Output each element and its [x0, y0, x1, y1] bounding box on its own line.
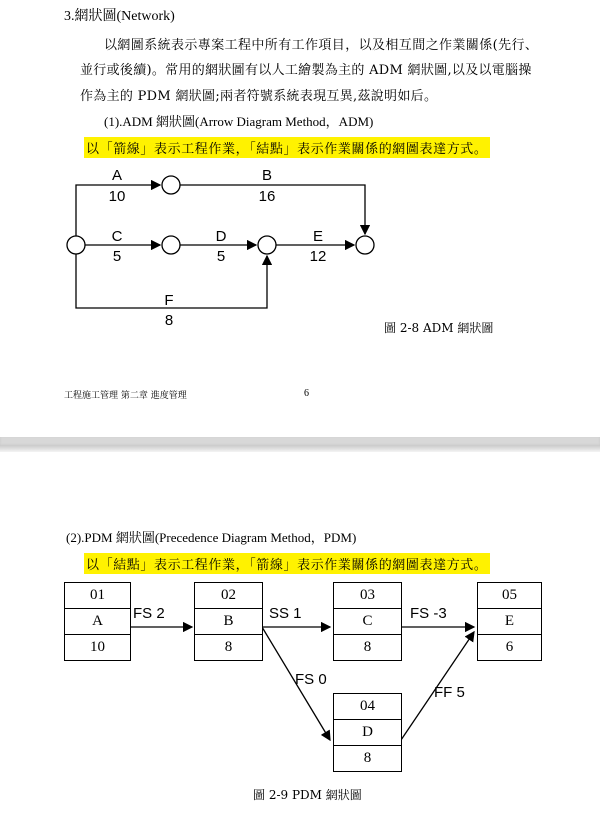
adm-duration-e: 12 [309, 248, 327, 265]
page-number: 6 [304, 388, 309, 399]
adm-duration-d: 5 [216, 248, 226, 265]
section-title: 3.網狀圖(Network) [64, 9, 175, 24]
pdm-figure-caption: 圖 2-9 PDM 網狀圖 [253, 788, 362, 802]
adm-label-e: E [312, 228, 324, 245]
adm-figure-caption: 圖 2-8 ADM 網狀圖 [384, 321, 494, 335]
adm-node-1 [67, 236, 85, 254]
adm-subtitle: (1).ADM 網狀圖(Arrow Diagram Method，ADM) [104, 114, 374, 129]
paragraph-line-1: 以網圖系統表示專案工程中所有工作項目，以及相互間之作業關係(先行、 [104, 38, 539, 53]
adm-node-5 [356, 236, 374, 254]
pdm-node-name: A [65, 609, 130, 635]
adm-label-a: A [111, 167, 123, 184]
pdm-highlight-definition: 以「結點」表示工程作業，「箭線」表示作業關係的網圖表達方式。 [84, 553, 490, 574]
pdm-link-label-ff5: FF 5 [434, 684, 465, 701]
pdm-node-name: D [334, 720, 401, 746]
adm-node-4 [258, 236, 276, 254]
pdm-node-name: C [334, 609, 401, 635]
pdm-link-label-fs2: FS 2 [133, 605, 165, 622]
pdm-node-05 [477, 582, 542, 661]
pdm-node-01 [64, 582, 131, 661]
page-footer: 工程施工管理 第二章 進度管理 [64, 391, 187, 401]
adm-label-d: D [215, 228, 227, 245]
page-separator [0, 437, 600, 446]
adm-duration-a: 10 [108, 188, 126, 205]
paragraph-line-3: 作為主的 PDM 網狀圖;兩者符號系統表現互異,茲說明如后。 [80, 89, 438, 104]
pdm-node-03 [333, 582, 402, 661]
paragraph-line-2: 並行或後續)。常用的網狀圖有以人工繪製為主的 ADM 網狀圖,以及以電腦操 [80, 63, 532, 78]
pdm-node-name: B [195, 609, 262, 635]
adm-diagram [0, 160, 600, 340]
adm-duration-f: 8 [164, 312, 174, 329]
adm-node-3 [162, 236, 180, 254]
pdm-node-duration: 8 [363, 639, 372, 655]
adm-duration-b: 16 [258, 188, 276, 205]
adm-label-c: C [111, 228, 123, 245]
pdm-link-label-fs-3: FS -3 [410, 605, 447, 622]
pdm-node-02 [194, 582, 263, 661]
pdm-node-id: 03 [334, 583, 401, 609]
pdm-node-duration: 8 [224, 639, 233, 655]
pdm-link-label-fs0: FS 0 [295, 671, 327, 688]
adm-highlight-definition: 以「箭線」表示工程作業，「結點」表示作業關係的網圖表達方式。 [84, 137, 490, 158]
adm-duration-c: 5 [112, 248, 122, 265]
pdm-node-duration: 10 [90, 639, 105, 655]
page-separator-shadow [0, 446, 600, 452]
adm-label-f: F [164, 292, 174, 309]
pdm-node-04 [333, 693, 402, 772]
pdm-link-label-ss1: SS 1 [269, 605, 302, 622]
pdm-node-duration: 8 [363, 750, 372, 766]
pdm-subtitle: (2).PDM 網狀圖(Precedence Diagram Method，PDM) [66, 530, 357, 545]
pdm-node-id: 04 [334, 694, 401, 720]
adm-node-2 [162, 176, 180, 194]
pdm-node-id: 01 [65, 583, 130, 609]
pdm-node-duration: 6 [505, 639, 514, 655]
pdm-node-id: 05 [478, 583, 541, 609]
adm-label-b: B [261, 167, 273, 184]
pdm-node-name: E [478, 609, 541, 635]
pdm-node-id: 02 [195, 583, 262, 609]
